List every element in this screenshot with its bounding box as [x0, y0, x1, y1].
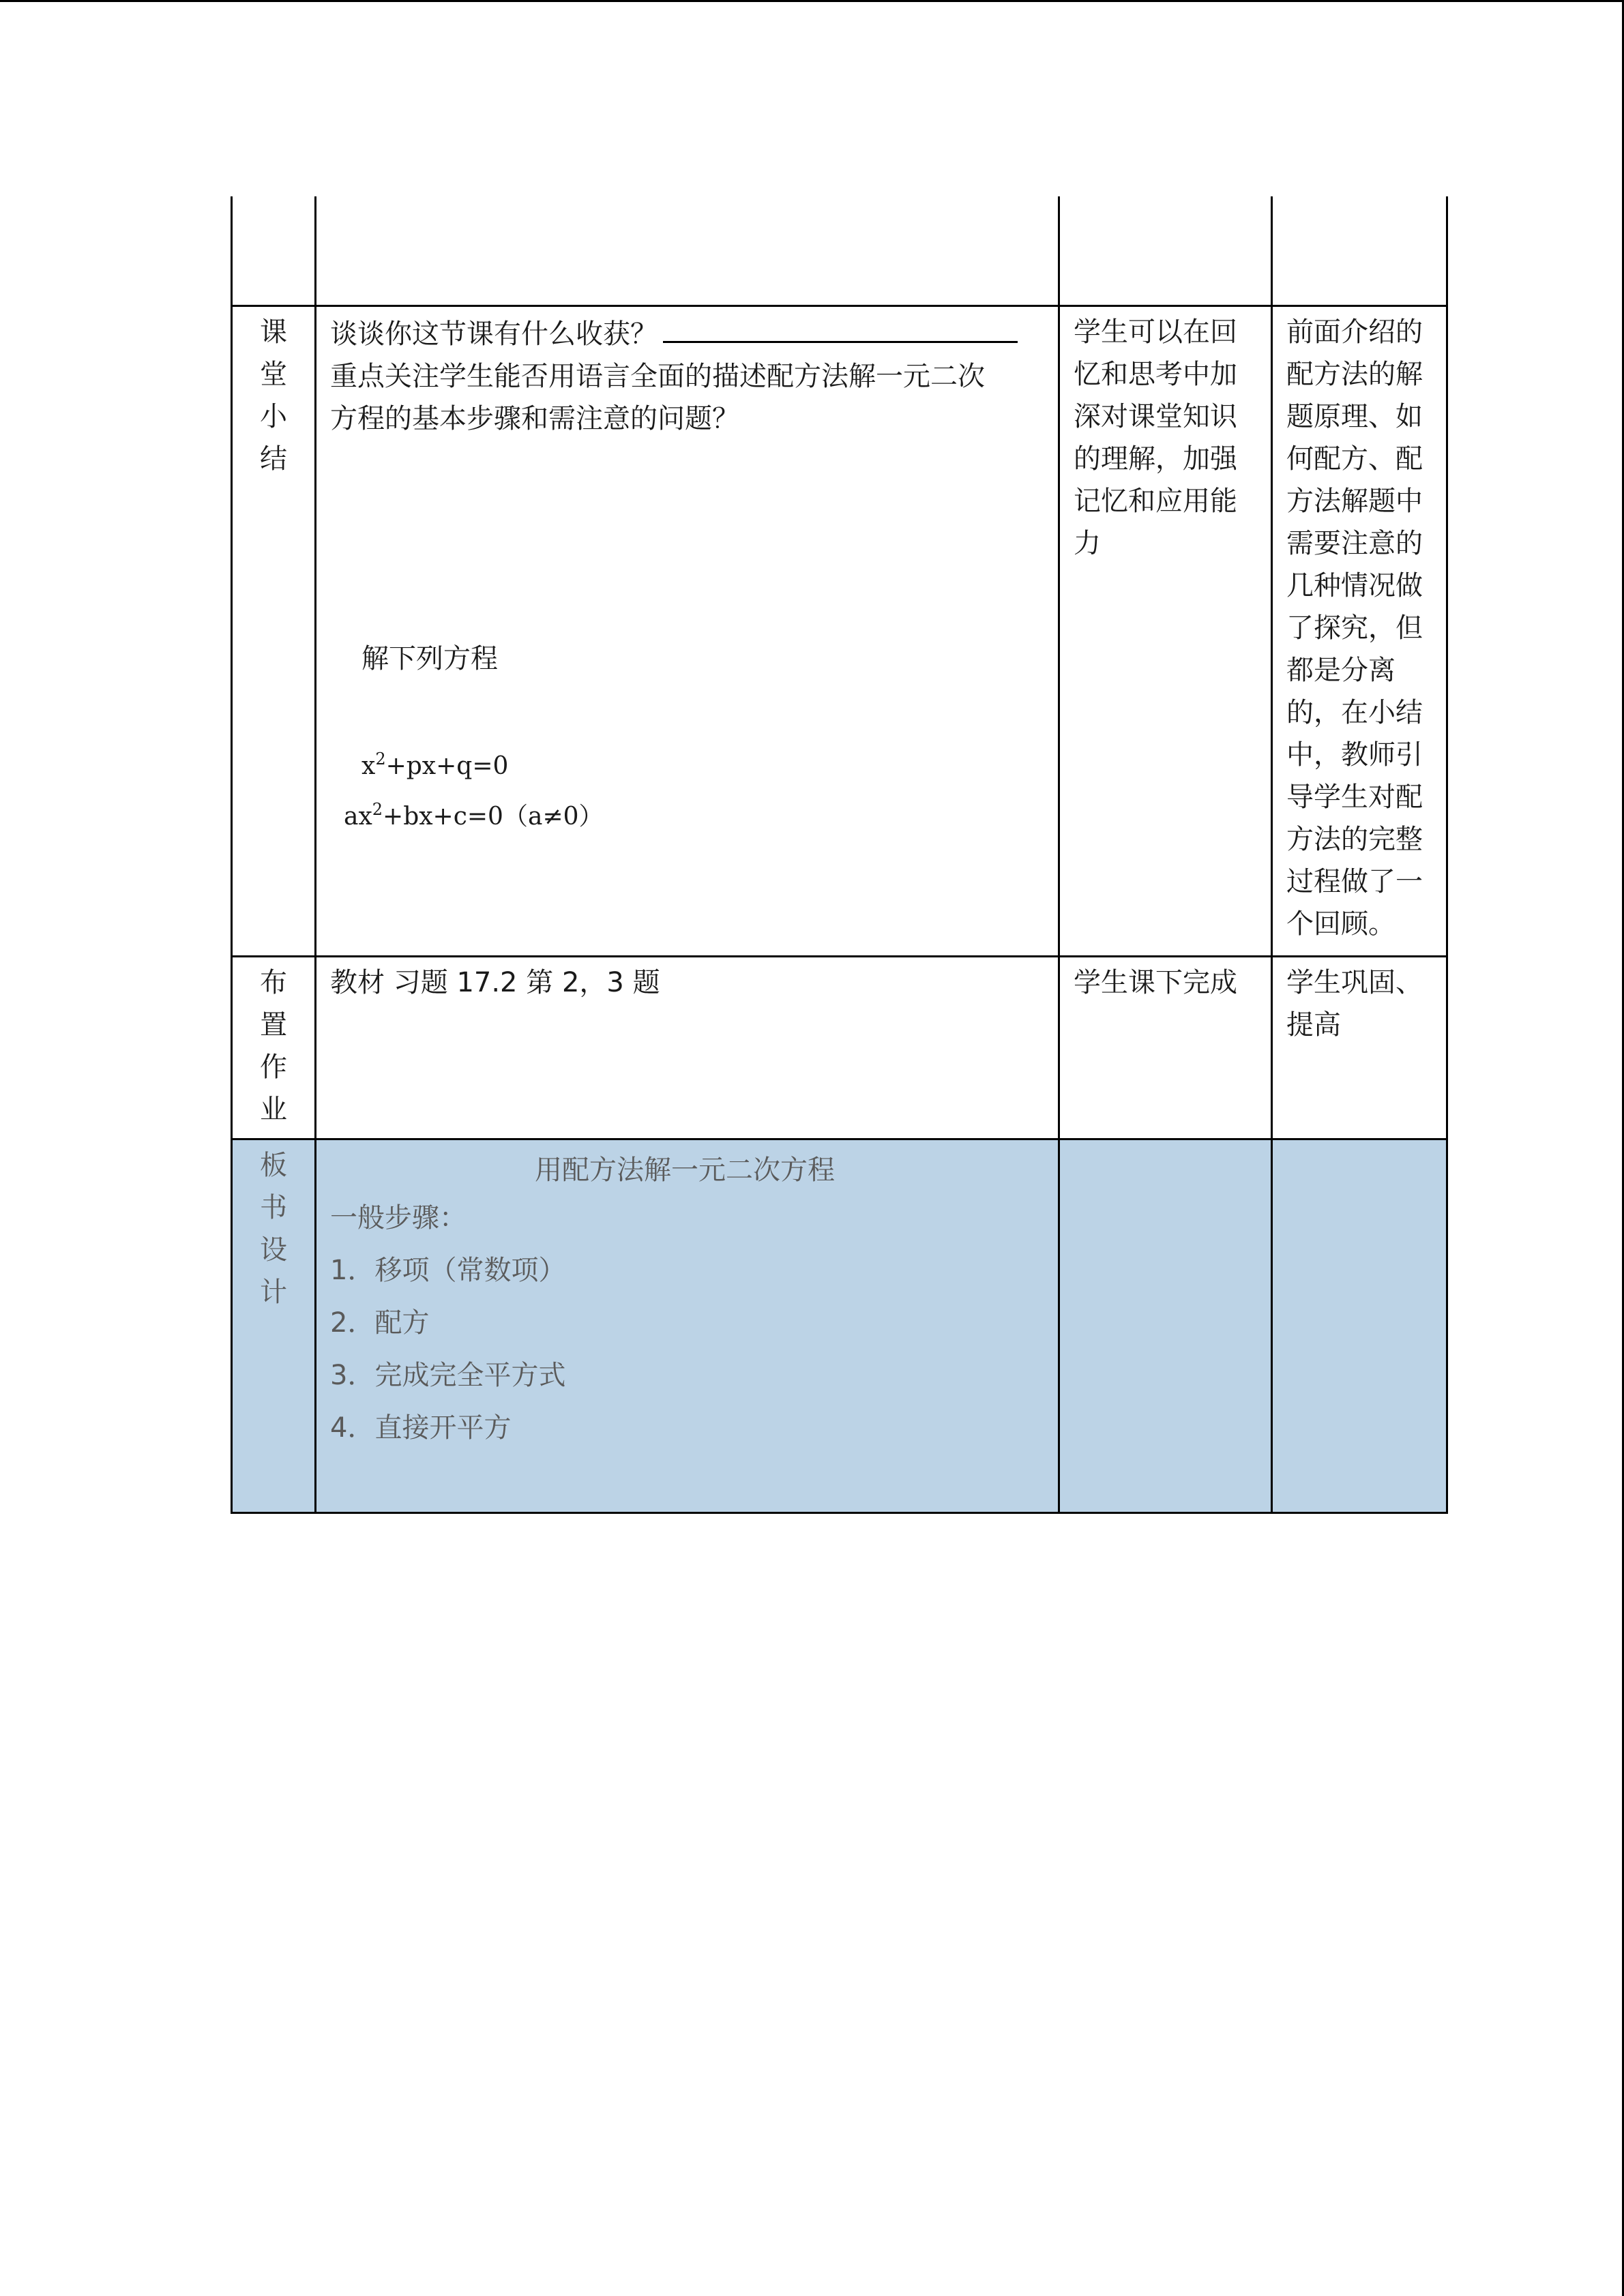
summary-content — [316, 305, 1059, 956]
board-content — [316, 1139, 1059, 1512]
homework-content: 教材 习题 17.2 第 2，3 题 — [316, 956, 1059, 1139]
page-top-border — [0, 0, 1624, 2]
equation-1: $x^2+px+q=0$ — [361, 749, 509, 780]
exercise-heading: 解下列方程 — [361, 642, 498, 674]
board-subtitle: 一般步骤： — [330, 1202, 467, 1234]
homework-design-intent: 学生巩固、 提高 — [1272, 956, 1447, 1139]
equation-2: $ax^2+bx+c=0(a\ne 0)$ — [344, 799, 604, 831]
answer-blank — [663, 311, 1018, 343]
summary-focus-line: 方程的基本步骤和需注意的问题？ — [330, 402, 739, 434]
continued-row — [232, 196, 1447, 305]
summary-row — [232, 305, 1447, 956]
summary-design-intent: 前面介绍的 配方法的解 题原理、如 何配方、配 方法解题中 需要注意的 几种情况做 了探究，但 都是分离 的，在小结 中，教师引 导学生对配 方法的完整 过程做了一 个回顾。 — [1272, 305, 1447, 956]
continued-cell-intent — [1272, 196, 1447, 305]
board-step: 1．移项（常数项） — [330, 1254, 566, 1286]
lesson-plan-table — [231, 196, 1448, 1514]
board-label: 板 书 设 计 — [232, 1139, 316, 1512]
homework-row — [232, 956, 1447, 1139]
board-student-activity — [1059, 1139, 1272, 1512]
summary-label: 课 堂 小 结 — [232, 305, 316, 956]
homework-student-activity: 学生课下完成 — [1059, 956, 1272, 1139]
homework-label: 布 置 作 业 — [232, 956, 316, 1139]
continued-cell-student — [1059, 196, 1272, 305]
board-title: 用配方法解一元二次方程 — [535, 1154, 835, 1186]
board-step: 2．配方 — [330, 1307, 430, 1339]
board-step: 3．完成完全平方式 — [330, 1359, 566, 1391]
board-design-row — [232, 1139, 1447, 1512]
board-step: 4．直接开平方 — [330, 1412, 512, 1444]
continued-cell-label — [232, 196, 316, 305]
summary-prompt-line: 谈谈你这节课有什么收获？ — [330, 311, 1044, 355]
summary-student-activity: 学生可以在回 忆和思考中加 深对课堂知识 的理解，加强 记忆和应用能 力 — [1059, 305, 1272, 956]
board-design-intent — [1272, 1139, 1447, 1512]
summary-focus-line: 重点关注学生能否用语言全面的描述配方法解一元二次 — [330, 360, 985, 392]
continued-cell-content — [316, 196, 1059, 305]
